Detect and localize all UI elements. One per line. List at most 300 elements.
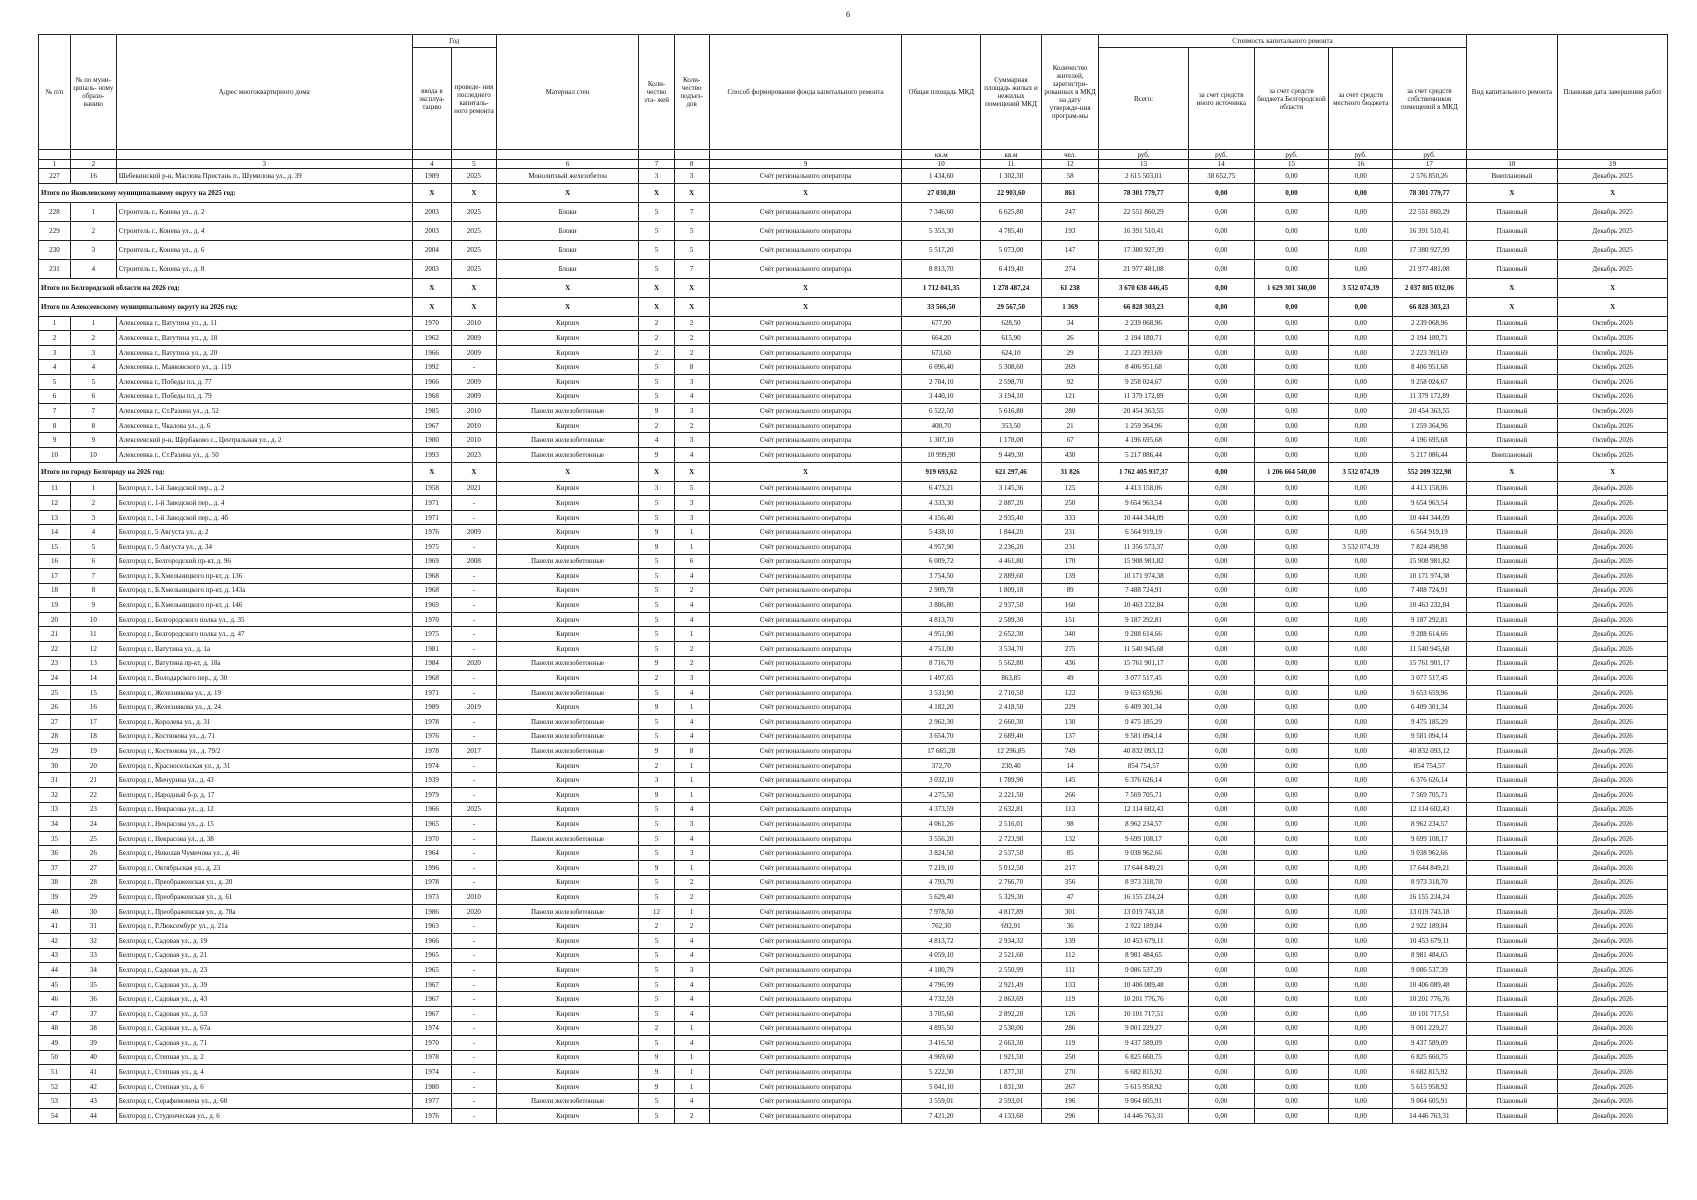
table-cell: 692,91 xyxy=(981,919,1042,934)
table-cell: 10 171 974,38 xyxy=(1393,569,1467,584)
table-cell: 2 766,70 xyxy=(981,875,1042,890)
table-cell: 0,00 xyxy=(1254,374,1329,389)
table-row xyxy=(39,1021,1668,1036)
table-row xyxy=(39,671,1668,686)
table-cell: - xyxy=(452,817,497,832)
table-cell: - xyxy=(452,583,497,598)
table-cell: 0,00 xyxy=(1254,510,1329,525)
table-cell: 2 589,30 xyxy=(981,612,1042,627)
table-cell: 0,00 xyxy=(1329,627,1393,642)
table-cell: 15 xyxy=(70,685,116,700)
table-cell: 0,00 xyxy=(1254,758,1329,773)
table-cell: Кирпич xyxy=(496,598,639,613)
table-cell: 6 409 301,34 xyxy=(1393,700,1467,715)
table-cell: 2003 xyxy=(412,202,451,221)
table-cell: 1 xyxy=(70,202,116,221)
table-cell: 14 xyxy=(1041,758,1098,773)
table-cell: 0,00 xyxy=(1329,612,1393,627)
table-cell: 0,00 xyxy=(1254,831,1329,846)
address-cell: Белгород г., Преображенская ул., д. 78а xyxy=(116,904,412,919)
table-cell: Плановый xyxy=(1466,345,1558,360)
table-row xyxy=(39,948,1668,963)
table-cell: 2 xyxy=(639,919,674,934)
table-cell: 1965 xyxy=(412,948,451,963)
table-cell: X xyxy=(674,462,709,481)
table-cell: 1965 xyxy=(412,817,451,832)
table-cell: 0,00 xyxy=(1188,671,1254,686)
table-cell: 0,00 xyxy=(1254,1079,1329,1094)
table-cell: Декабрь 2025 xyxy=(1558,202,1668,221)
table-cell: 29 xyxy=(39,744,71,759)
table-cell: Плановый xyxy=(1466,1109,1558,1124)
table-cell: 28 xyxy=(39,729,71,744)
table-cell: Счёт регионального оператора xyxy=(709,1109,902,1124)
table-cell: 1970 xyxy=(412,1036,451,1051)
table-cell: 3 xyxy=(674,374,709,389)
table-cell: 19 xyxy=(39,598,71,613)
table-cell: 9 064 605,91 xyxy=(1393,1094,1467,1109)
table-cell: 266 xyxy=(1041,788,1098,803)
table-cell: 5 217 086,44 xyxy=(1099,447,1188,462)
table-cell: 0,00 xyxy=(1254,817,1329,832)
table-cell: 5 615 958,92 xyxy=(1393,1079,1467,1094)
table-cell: Плановый xyxy=(1466,992,1558,1007)
table-cell: 39 xyxy=(39,890,71,905)
table-cell: 6 376 626,14 xyxy=(1393,773,1467,788)
column-number: 19 xyxy=(1558,160,1668,169)
table-cell: X xyxy=(639,183,674,202)
table-cell: Октябрь 2026 xyxy=(1558,389,1668,404)
table-cell: Плановый xyxy=(1466,860,1558,875)
table-cell: 0,00 xyxy=(1254,183,1329,202)
table-cell: 1989 xyxy=(412,169,451,184)
table-cell: - xyxy=(452,1021,497,1036)
table-cell: 21 977 481,08 xyxy=(1393,259,1467,278)
table-cell: 5 xyxy=(639,374,674,389)
address-cell: Строитель г., Конева ул., д. 6 xyxy=(116,240,412,259)
table-cell: 40 832 093,12 xyxy=(1099,744,1188,759)
table-cell: - xyxy=(452,831,497,846)
table-row xyxy=(39,773,1668,788)
table-cell: Плановый xyxy=(1466,700,1558,715)
table-cell: 4 813,72 xyxy=(902,933,981,948)
address-cell: Белгород г., Преображенская ул., д. 20 xyxy=(116,875,412,890)
table-cell: 9 xyxy=(639,744,674,759)
table-cell: Счёт регионального оператора xyxy=(709,715,902,730)
table-cell: Декабрь 2025 xyxy=(1558,221,1668,240)
table-cell: 854 754,57 xyxy=(1099,758,1188,773)
table-cell: Кирпич xyxy=(496,700,639,715)
column-number: 10 xyxy=(902,160,981,169)
header-cost-group: Стоимость капитального ремонта xyxy=(1099,35,1466,48)
table-cell: 4 461,80 xyxy=(981,554,1042,569)
table-cell: - xyxy=(452,598,497,613)
column-number: 8 xyxy=(674,160,709,169)
table-cell: 22 903,60 xyxy=(981,183,1042,202)
table-cell: Декабрь 2026 xyxy=(1558,831,1668,846)
table-cell: 16 xyxy=(70,700,116,715)
column-number: 6 xyxy=(496,160,639,169)
table-cell: - xyxy=(452,963,497,978)
table-cell: 0,00 xyxy=(1254,860,1329,875)
address-cell: Белгород г., Железнякова ул., д. 19 xyxy=(116,685,412,700)
table-cell: 0,00 xyxy=(1329,904,1393,919)
table-cell: 13 019 743,18 xyxy=(1099,904,1188,919)
table-cell: 4 xyxy=(674,389,709,404)
address-cell: Белгород г., Серафимовича ул., д. 68 xyxy=(116,1094,412,1109)
table-cell: 31 xyxy=(70,919,116,934)
table-cell: Плановый xyxy=(1466,360,1558,375)
table-row xyxy=(39,374,1668,389)
header-total-area: Общая площадь МКД xyxy=(902,35,981,150)
table-cell: 47 xyxy=(1041,890,1098,905)
table-cell: 4 xyxy=(674,612,709,627)
table-cell: Декабрь 2026 xyxy=(1558,1006,1668,1021)
table-cell: 0,00 xyxy=(1329,729,1393,744)
table-cell: 10 999,90 xyxy=(902,447,981,462)
table-cell: 0,00 xyxy=(1188,583,1254,598)
table-cell: 0,00 xyxy=(1254,481,1329,496)
table-cell: 2020 xyxy=(452,656,497,671)
table-cell: 8 xyxy=(39,418,71,433)
table-cell: 2 194 180,71 xyxy=(1099,331,1188,346)
table-cell: 1996 xyxy=(412,860,451,875)
unit-label: руб. xyxy=(1393,150,1467,160)
unit-label: руб. xyxy=(1254,150,1329,160)
address-cell: Строитель г., Конева ул., д. 2 xyxy=(116,202,412,221)
table-cell: 0,00 xyxy=(1329,1079,1393,1094)
table-cell: 436 xyxy=(1041,656,1098,671)
table-cell: 0,00 xyxy=(1188,462,1254,481)
table-cell: - xyxy=(452,773,497,788)
table-cell: 2025 xyxy=(452,221,497,240)
table-cell: 615,90 xyxy=(981,331,1042,346)
table-cell: X xyxy=(496,183,639,202)
table-cell: 9 xyxy=(70,598,116,613)
table-cell: 0,00 xyxy=(1188,539,1254,554)
table-row xyxy=(39,1050,1668,1065)
header-fund-method: Способ формирования фонда капитального ремонта xyxy=(709,35,902,150)
table-cell: 400,70 xyxy=(902,418,981,433)
table-cell: Плановый xyxy=(1466,539,1558,554)
table-cell: Счёт регионального оператора xyxy=(709,554,902,569)
table-cell: 6 xyxy=(674,554,709,569)
table-cell: 0,00 xyxy=(1329,240,1393,259)
table-cell: Декабрь 2026 xyxy=(1558,963,1668,978)
table-cell: 0,00 xyxy=(1188,433,1254,448)
table-cell: 1980 xyxy=(412,433,451,448)
table-cell: Панели железобетонные xyxy=(496,685,639,700)
address-cell: Белгород г., Белгородского полка ул., д. 47 xyxy=(116,627,412,642)
table-cell: 4 xyxy=(70,525,116,540)
table-cell: 0,00 xyxy=(1188,404,1254,419)
table-cell: 1971 xyxy=(412,685,451,700)
table-cell: 4 xyxy=(674,831,709,846)
table-cell: 1 xyxy=(674,525,709,540)
table-cell: Декабрь 2026 xyxy=(1558,948,1668,963)
table-cell: 9 699 108,17 xyxy=(1099,831,1188,846)
table-cell: Счёт регионального оператора xyxy=(709,860,902,875)
table-cell: - xyxy=(452,496,497,511)
table-cell: 5 xyxy=(639,875,674,890)
table-cell: 5 308,60 xyxy=(981,360,1042,375)
column-number: 11 xyxy=(981,160,1042,169)
table-cell: 5 xyxy=(70,374,116,389)
table-cell: Плановый xyxy=(1466,433,1558,448)
table-cell: 5 xyxy=(639,389,674,404)
table-cell: 5 616,80 xyxy=(981,404,1042,419)
table-cell: - xyxy=(452,1065,497,1080)
column-number: 15 xyxy=(1254,160,1329,169)
table-cell: 14 446 763,31 xyxy=(1099,1109,1188,1124)
column-number: 7 xyxy=(639,160,674,169)
table-row xyxy=(39,904,1668,919)
table-cell: 2 530,00 xyxy=(981,1021,1042,1036)
table-cell: 2 962,30 xyxy=(902,715,981,730)
subtotal-row xyxy=(39,297,1668,316)
table-cell: 0,00 xyxy=(1188,904,1254,919)
table-cell: X xyxy=(639,297,674,316)
table-cell: 2 652,30 xyxy=(981,627,1042,642)
table-cell: 25 xyxy=(39,685,71,700)
table-cell: - xyxy=(452,1109,497,1124)
table-cell: 113 xyxy=(1041,802,1098,817)
unit-label: руб. xyxy=(1329,150,1393,160)
table-row xyxy=(39,1079,1668,1094)
table-cell: 12 114 602,43 xyxy=(1393,802,1467,817)
table-cell: 0,00 xyxy=(1329,496,1393,511)
table-cell: 1974 xyxy=(412,1021,451,1036)
header-completion-date: Плановая дата завершения работ xyxy=(1558,35,1668,150)
table-cell: 0,00 xyxy=(1329,259,1393,278)
table-cell: 36 xyxy=(39,846,71,861)
table-cell: 1984 xyxy=(412,656,451,671)
table-cell: 9 001 229,27 xyxy=(1393,1021,1467,1036)
table-cell: 16 xyxy=(39,554,71,569)
address-cell: Белгород г., Б.Хмельницкого пр-кт, д. 136 xyxy=(116,569,412,584)
table-cell: 8 xyxy=(70,418,116,433)
table-row xyxy=(39,1036,1668,1051)
table-cell: Плановый xyxy=(1466,496,1558,511)
table-cell: 0,00 xyxy=(1329,583,1393,598)
table-cell: 5 xyxy=(70,539,116,554)
table-cell: Декабрь 2025 xyxy=(1558,169,1668,184)
table-cell: 35 xyxy=(70,977,116,992)
table-cell: 0,00 xyxy=(1188,802,1254,817)
table-cell: 2 xyxy=(639,758,674,773)
table-cell: Панели железобетонные xyxy=(496,744,639,759)
table-cell: 3 077 517,45 xyxy=(1099,671,1188,686)
table-cell: 1 809,18 xyxy=(981,583,1042,598)
table-cell: 1 434,60 xyxy=(902,169,981,184)
unit-label: руб. xyxy=(1188,150,1254,160)
table-cell: 0,00 xyxy=(1329,569,1393,584)
table-row xyxy=(39,389,1668,404)
address-cell: Белгород г., 1-й Заводской пер., д. 4б xyxy=(116,510,412,525)
table-cell: 9 581 094,14 xyxy=(1393,729,1467,744)
address-cell: Белгород г., Садовая ул., д. 71 xyxy=(116,1036,412,1051)
table-cell: 2 xyxy=(674,331,709,346)
table-cell: 0,00 xyxy=(1329,525,1393,540)
table-cell: 2 xyxy=(674,1109,709,1124)
table-cell: 0,00 xyxy=(1329,671,1393,686)
table-cell: 3 xyxy=(639,169,674,184)
table-cell: Плановый xyxy=(1466,627,1558,642)
address-cell: Белгород г., Володарского пер., д. 30 xyxy=(116,671,412,686)
table-cell: 34 xyxy=(39,817,71,832)
table-cell: Декабрь 2026 xyxy=(1558,919,1668,934)
table-cell: 0,00 xyxy=(1254,202,1329,221)
table-cell: 9 xyxy=(39,433,71,448)
address-cell: Алексеевка г., Ст.Разина ул., д. 52 xyxy=(116,404,412,419)
table-cell: 10 463 232,84 xyxy=(1099,598,1188,613)
table-cell: 0,00 xyxy=(1329,758,1393,773)
table-cell: 5 xyxy=(639,933,674,948)
table-cell: 15 908 981,82 xyxy=(1099,554,1188,569)
table-cell: 2 xyxy=(639,1021,674,1036)
table-cell: Счёт регионального оператора xyxy=(709,1065,902,1080)
table-cell: X xyxy=(709,183,902,202)
table-cell: 3 416,50 xyxy=(902,1036,981,1051)
table-cell: 4 xyxy=(639,433,674,448)
table-cell: 2 922 189,84 xyxy=(1393,919,1467,934)
table-cell: 0,00 xyxy=(1329,1036,1393,1051)
address-cell: Белгород г., 1-й Заводской пер., д. 4 xyxy=(116,496,412,511)
table-cell: 0,00 xyxy=(1329,554,1393,569)
table-cell: 9 xyxy=(639,1065,674,1080)
table-cell: - xyxy=(452,685,497,700)
table-cell: Панели железобетонные xyxy=(496,715,639,730)
table-cell: Кирпич xyxy=(496,817,639,832)
table-cell: 353,50 xyxy=(981,418,1042,433)
table-cell: 0,00 xyxy=(1254,612,1329,627)
table-cell: 9 xyxy=(639,1050,674,1065)
table-cell: 2 xyxy=(674,316,709,331)
table-cell: 1 xyxy=(674,1021,709,1036)
table-cell: 0,00 xyxy=(1188,715,1254,730)
table-cell: 0,00 xyxy=(1188,656,1254,671)
address-cell: Белгород г., 5 Августа ул., д. 2 xyxy=(116,525,412,540)
table-cell: 5 217 086,44 xyxy=(1393,447,1467,462)
address-cell: Белгород г., Ватутина ул., д. 1а xyxy=(116,642,412,657)
table-cell: 4 373,59 xyxy=(902,802,981,817)
table-cell: 0,00 xyxy=(1188,700,1254,715)
table-cell: 1963 xyxy=(412,919,451,934)
table-cell: 8 xyxy=(70,583,116,598)
table-cell: 20 454 363,55 xyxy=(1099,404,1188,419)
table-cell: Кирпич xyxy=(496,933,639,948)
table-cell: Декабрь 2026 xyxy=(1558,904,1668,919)
table-cell: 0,00 xyxy=(1254,1050,1329,1065)
table-cell: - xyxy=(452,642,497,657)
table-cell: 0,00 xyxy=(1329,297,1393,316)
table-cell: Панели железобетонные xyxy=(496,656,639,671)
table-cell: X xyxy=(496,297,639,316)
table-cell: 6 473,21 xyxy=(902,481,981,496)
table-cell: 18 xyxy=(70,729,116,744)
table-cell: 5 xyxy=(639,948,674,963)
table-cell: 280 xyxy=(1041,404,1098,419)
table-cell: 1967 xyxy=(412,1006,451,1021)
table-cell: 3 654,70 xyxy=(902,729,981,744)
table-cell: 1 789,90 xyxy=(981,773,1042,788)
address-cell: Алексеевский р-н, Щербаково с., Центральная ул., д. 2 xyxy=(116,433,412,448)
table-cell: 2 537,50 xyxy=(981,846,1042,861)
table-cell: 3 532 074,39 xyxy=(1329,278,1393,297)
table-cell: 3 145,36 xyxy=(981,481,1042,496)
table-cell: 0,00 xyxy=(1254,802,1329,817)
table-cell: - xyxy=(452,933,497,948)
table-cell: X xyxy=(452,183,497,202)
table-cell: 0,00 xyxy=(1254,890,1329,905)
table-cell: 137 xyxy=(1041,729,1098,744)
table-cell: 2 xyxy=(639,316,674,331)
table-cell: 0,00 xyxy=(1329,642,1393,657)
table-cell: Счёт регионального оператора xyxy=(709,612,902,627)
table-cell: 7 346,60 xyxy=(902,202,981,221)
table-cell: Плановый xyxy=(1466,948,1558,963)
table-cell: 16 391 510,41 xyxy=(1099,221,1188,240)
table-cell: 5 562,80 xyxy=(981,656,1042,671)
table-row xyxy=(39,963,1668,978)
table-cell: Плановый xyxy=(1466,583,1558,598)
table-cell: Плановый xyxy=(1466,331,1558,346)
address-cell: Алексеевка г., Ватутина ул., д. 11 xyxy=(116,316,412,331)
table-cell: 2 521,60 xyxy=(981,948,1042,963)
table-cell: 9 653 659,96 xyxy=(1099,685,1188,700)
table-cell: Декабрь 2026 xyxy=(1558,715,1668,730)
table-cell: 274 xyxy=(1041,259,1098,278)
table-cell: 0,00 xyxy=(1188,418,1254,433)
address-cell: Белгород г., Белгородский пр-кт, д. 96 xyxy=(116,554,412,569)
table-cell: Кирпич xyxy=(496,992,639,1007)
table-cell: 22 xyxy=(39,642,71,657)
table-cell: - xyxy=(452,1036,497,1051)
table-cell: Плановый xyxy=(1466,259,1558,278)
table-cell: 4 xyxy=(674,1094,709,1109)
table-cell: 6 522,50 xyxy=(902,404,981,419)
table-cell: 0,00 xyxy=(1254,700,1329,715)
table-cell: 1 712 041,35 xyxy=(902,278,981,297)
table-cell: X xyxy=(709,462,902,481)
table-cell: 5 xyxy=(674,221,709,240)
table-cell: 0,00 xyxy=(1254,1065,1329,1080)
table-cell: 2 239 068,96 xyxy=(1099,316,1188,331)
table-cell: 1 xyxy=(674,539,709,554)
table-cell: Плановый xyxy=(1466,389,1558,404)
table-cell: Счёт регионального оператора xyxy=(709,598,902,613)
table-cell: 15 761 901,17 xyxy=(1393,656,1467,671)
subtotal-row xyxy=(39,183,1668,202)
table-row xyxy=(39,642,1668,657)
table-cell: 0,00 xyxy=(1254,433,1329,448)
table-row xyxy=(39,525,1668,540)
table-cell: Кирпич xyxy=(496,1006,639,1021)
table-cell: 33 566,50 xyxy=(902,297,981,316)
table-cell: 4 xyxy=(70,360,116,375)
table-cell: 17 xyxy=(39,569,71,584)
table-cell: Плановый xyxy=(1466,685,1558,700)
table-cell: Плановый xyxy=(1466,481,1558,496)
column-number: 13 xyxy=(1099,160,1188,169)
table-cell: 0,00 xyxy=(1329,1094,1393,1109)
table-cell: 37 xyxy=(39,860,71,875)
table-cell: 24 xyxy=(70,817,116,832)
table-cell: X xyxy=(1466,183,1558,202)
table-cell: 10 453 679,11 xyxy=(1393,933,1467,948)
table-cell: Плановый xyxy=(1466,598,1558,613)
table-cell: - xyxy=(452,510,497,525)
